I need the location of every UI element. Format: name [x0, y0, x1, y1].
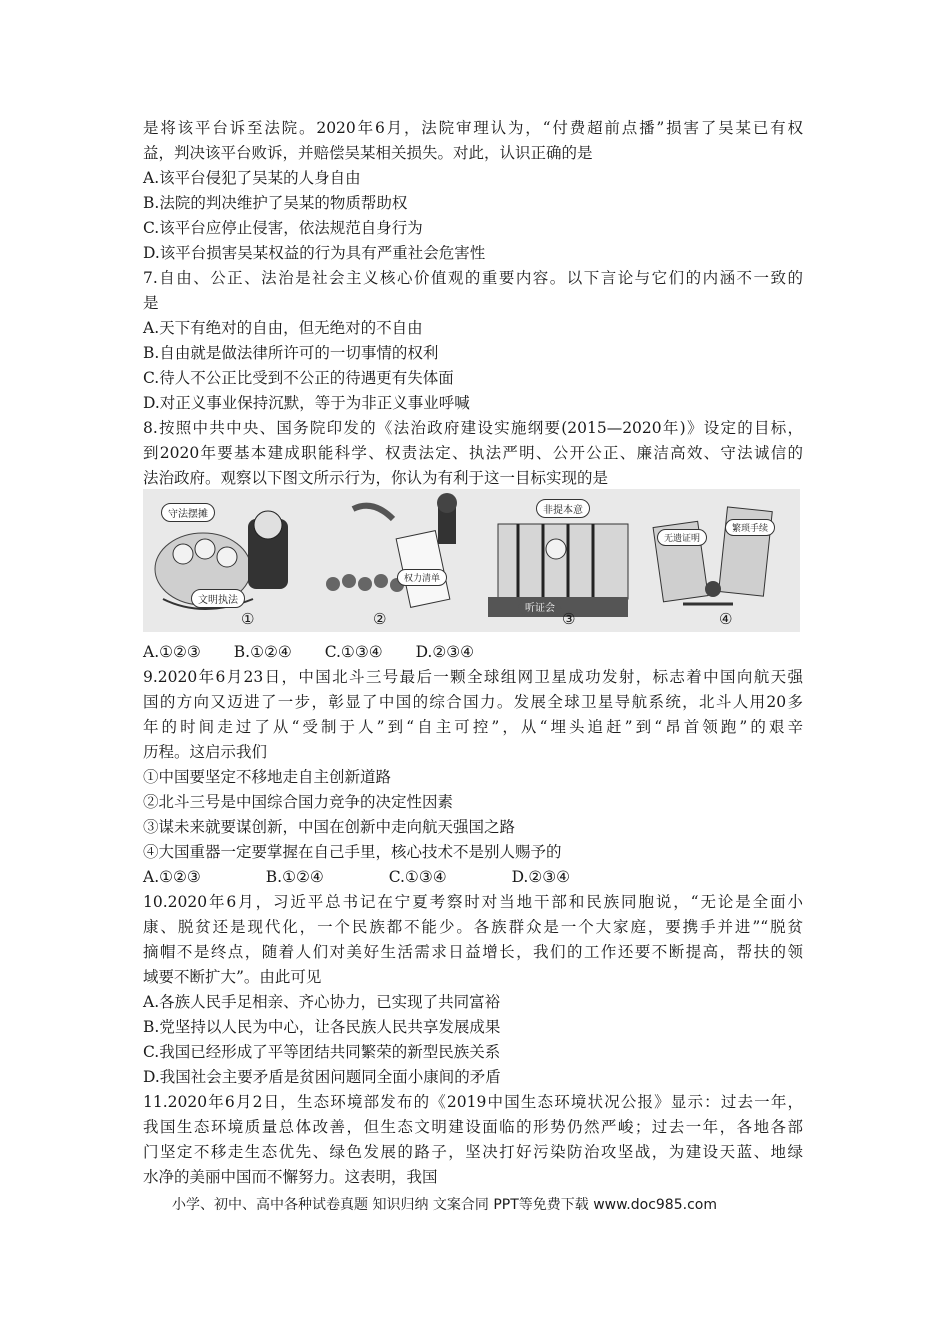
- cartoon-figure: [143, 489, 800, 632]
- statement-1: ①中国要坚定不移地走自主创新道路: [143, 768, 392, 786]
- panel-4-number: ④: [719, 610, 733, 628]
- panel-2-number: ②: [373, 610, 387, 628]
- question-10: 10.2020年6月，习近平总书记在宁夏考察时对当地干部和民族同胞说，“无论是全面小: [143, 893, 803, 911]
- text-line: 国的方向又迈进了一步，彰显了中国的综合国力。发展全球卫星导航系统，北斗人用20多: [143, 693, 803, 711]
- cartoon-2-illustration: [313, 489, 473, 632]
- panel-1-number: ①: [241, 610, 255, 628]
- option-c: C.待人不公正比受到不公正的待遇更有失体面: [143, 369, 454, 387]
- text-line: 我国生态环境质量总体改善，但生态文明建设面临的形势仍然严峻；过去一年，各地各部: [143, 1118, 803, 1136]
- q8-option-c: C.①③④: [324, 643, 383, 661]
- text-line: 是将该平台诉至法院。2020年6月，法院审理认为，“付费超前点播”损害了吴某已有权: [143, 119, 803, 137]
- option-a: A.各族人民手足相亲、齐心协力，已实现了共同富裕: [143, 993, 501, 1011]
- q8-option-d: D.②③④: [415, 643, 475, 661]
- q9-options: [143, 867, 598, 887]
- q9-option-a: A.①②③: [143, 868, 201, 886]
- statement-4: ④大国重器一定要掌握在自己手里，核心技术不是别人赐予的: [143, 843, 562, 861]
- cartoon-panel-1: [143, 489, 308, 632]
- q8-option-b: B.①②④: [233, 643, 292, 661]
- option-b: B.法院的判决维护了吴某的物质帮助权: [143, 194, 408, 212]
- option-a: A.该平台侵犯了吴某的人身自由: [143, 169, 361, 187]
- panel-3-number: ③: [562, 610, 576, 628]
- option-d: D.我国社会主要矛盾是贫困问题同全面小康间的矛盾: [143, 1068, 501, 1086]
- text-line: 法治政府。观察以下图文所示行为，你认为有利于这一目标实现的是: [143, 469, 609, 487]
- option-c: C.我国已经形成了平等团结共同繁荣的新型民族关系: [143, 1043, 501, 1061]
- text-line: 到2020年要基本建成职能科学、权责法定、执法严明、公开公正、廉洁高效、守法诚信的: [143, 444, 803, 462]
- option-d: D.对正义事业保持沉默，等于为非正义事业呼喊: [143, 394, 470, 412]
- text-line: 益，判决该平台败诉，并赔偿吴某相关损失。对此，认识正确的是: [143, 144, 593, 162]
- panel-3-label: 听证会: [518, 597, 562, 616]
- question-8: 8.按照中共中央、国务院印发的《法治政府建设实施纲要(2015—2020年)》设定的目标，: [143, 419, 803, 437]
- statement-2: ②北斗三号是中国综合国力竞争的决定性因素: [143, 793, 454, 811]
- q9-option-b: B.①②④: [265, 868, 324, 886]
- statement-3: ③谋未来就要谋创新，中国在创新中走向航天强国之路: [143, 818, 516, 836]
- text-line: 域要不断扩大”。由此可见: [143, 968, 322, 986]
- option-b: B.自由就是做法律所许可的一切事情的权利: [143, 344, 439, 362]
- question-9: 9.2020年6月23日，中国北斗三号最后一颗全球组网卫星成功发射，标志着中国向航天强: [143, 668, 803, 686]
- option-d: D.该平台损害吴某权益的行为具有严重社会危害性: [143, 244, 486, 262]
- panel-4-label: 繁琐手续: [725, 519, 775, 536]
- panel-1-label: 守法摆摊: [161, 503, 215, 522]
- cartoon-panel-2: [313, 489, 473, 632]
- text-line: 摘帽不是终点，随着人们对美好生活需求日益增长，我们的工作还要不断提高，帮扶的领: [143, 943, 803, 961]
- option-c: C.该平台应停止侵害，依法规范自身行为: [143, 219, 423, 237]
- q9-option-d: D.②③④: [511, 868, 571, 886]
- q9-option-c: C.①③④: [388, 868, 447, 886]
- text-line: 历程。这启示我们: [143, 743, 268, 761]
- text-line: 康、脱贫还是现代化，一个民族都不能少。各族群众是一个大家庭，要携手并进”“脱贫: [143, 918, 803, 936]
- option-a: A.天下有绝对的自由，但无绝对的不自由: [143, 319, 423, 337]
- text-line: 水净的美丽中国而不懈努力。这表明，我国: [143, 1168, 438, 1186]
- question-11: 11.2020年6月2日，生态环境部发布的《2019中国生态环境状况公报》显示：过去一年，: [143, 1093, 803, 1111]
- q8-option-a: A.①②③: [143, 643, 201, 661]
- text-line: 门坚定不移走生态优先、绿色发展的路子，坚决打好污染防治攻坚战，为建设天蓝、地绿: [143, 1143, 803, 1161]
- panel-3-label: 非提本意: [536, 499, 590, 518]
- panel-2-label: 权力清单: [397, 569, 447, 586]
- text-line: 是: [143, 294, 159, 312]
- page-footer: 小学、初中、高中各种试卷真题 知识归纳 文案合同 PPT等免费下载 www.doc985.com: [172, 1197, 717, 1213]
- cartoon-panel-3: [478, 489, 638, 632]
- text-line: 年的时间走过了从“受制于人”到“自主可控”，从“埋头追赶”到“昂首领跑”的艰辛: [143, 718, 803, 736]
- option-b: B.党坚持以人民为中心，让各民族人民共享发展成果: [143, 1018, 501, 1036]
- q8-options: [143, 642, 502, 662]
- cartoon-panel-4: [643, 489, 800, 632]
- panel-4-label: 无遗证明: [657, 529, 707, 546]
- question-7: 7.自由、公正、法治是社会主义核心价值观的重要内容。以下言论与它们的内涵不一致的: [143, 269, 803, 287]
- panel-1-label: 文明执法: [191, 589, 245, 608]
